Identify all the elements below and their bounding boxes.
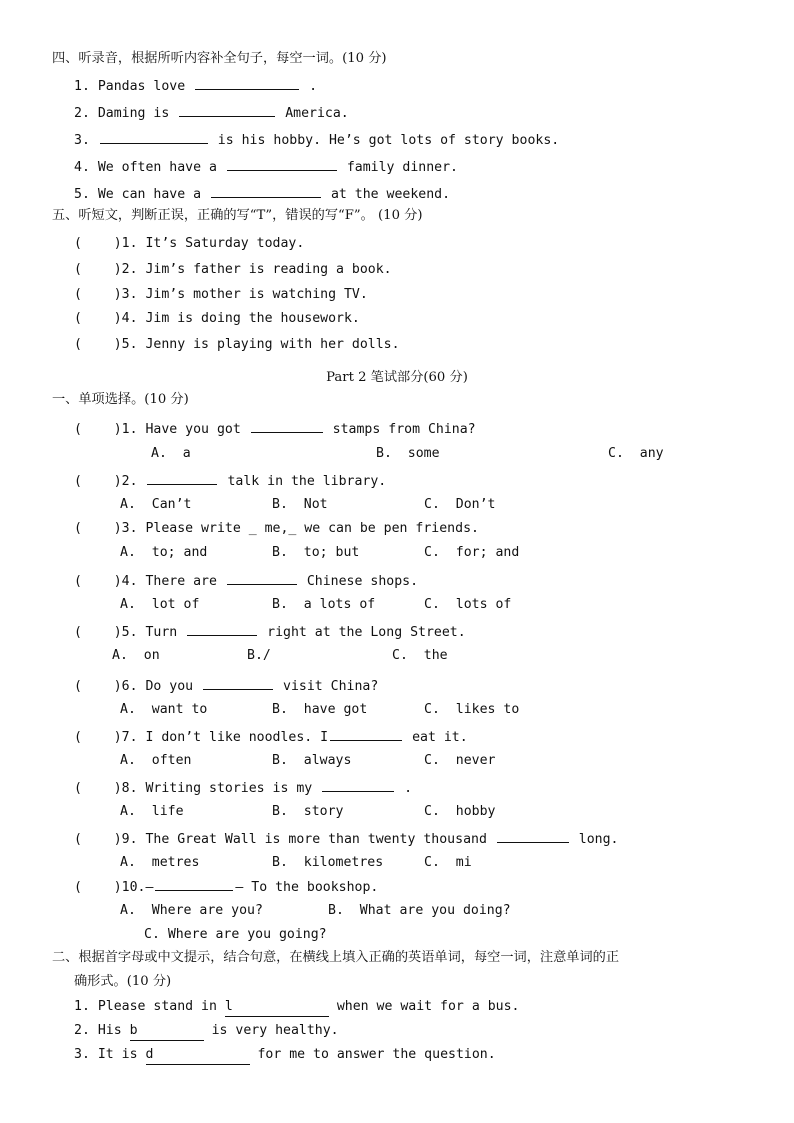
item-text: when we wait for a bus.: [336, 999, 520, 1014]
item-number: 4.: [121, 574, 138, 589]
item-number: 3.: [121, 521, 138, 536]
mc-q9-option-b[interactable]: B. kilometres: [272, 855, 384, 870]
item-number: 2.: [74, 1023, 90, 1038]
item-number: 4.: [74, 160, 90, 175]
item-text: Please write _ me,_ we can be pen friends.: [145, 521, 479, 536]
item-number: 2.: [74, 106, 90, 121]
mc-q6-option-a[interactable]: A. want to: [120, 702, 208, 717]
fill-item-3: [74, 1046, 496, 1065]
item-number: 7.: [121, 730, 138, 745]
answer-blank[interactable]: [227, 158, 337, 171]
item-text: I don’t like noodles. I: [145, 730, 329, 745]
mc-q7-option-b[interactable]: B. always: [272, 753, 352, 768]
item-text: Jim is doing the housework.: [145, 311, 360, 326]
mc-q5-option-c[interactable]: C. the: [392, 648, 448, 663]
mc-question-1: ( )1. Have you got stamps from China?: [74, 422, 476, 437]
mc-q8-option-a[interactable]: A. life: [120, 804, 184, 819]
mc-q2-option-a[interactable]: A. Can’t: [120, 497, 192, 512]
hint-letter: b: [129, 1023, 138, 1038]
item-number: 1.: [74, 999, 90, 1014]
item-text: Jenny is playing with her dolls.: [145, 337, 400, 352]
item-number: 4.: [121, 311, 138, 326]
mc-q5-option-a[interactable]: A. on: [112, 648, 160, 663]
mc-question-10: ( )10.— — To the bookshop.: [74, 880, 379, 895]
item-number: 10.: [121, 880, 146, 895]
item-text: It’s Saturday today.: [145, 236, 305, 251]
section4-item-1: [74, 77, 317, 96]
item-number: 5.: [121, 625, 138, 640]
item-text: Turn: [145, 625, 178, 640]
mc-q2-option-b[interactable]: B. Not: [272, 497, 328, 512]
item-text: .: [404, 781, 413, 796]
item-number: 9.: [121, 832, 138, 847]
item-text: We can have a: [97, 187, 202, 202]
item-text: Jim’s father is reading a book.: [145, 262, 392, 277]
mc-q3-option-a[interactable]: A. to; and: [120, 545, 208, 560]
item-number: 8.: [121, 781, 138, 796]
mc-question-3: ( )3. Please write _ me,_ we can be pen friends.: [74, 521, 479, 536]
answer-blank[interactable]: [146, 1046, 250, 1065]
mc-q3-option-c[interactable]: C. for; and: [424, 545, 520, 560]
item-text: Jim’s mother is watching TV.: [145, 287, 368, 302]
item-text: We often have a: [97, 160, 217, 175]
mc-q3-option-b[interactable]: B. to; but: [272, 545, 360, 560]
answer-blank[interactable]: [155, 878, 233, 891]
mc-question-8: ( )8. Writing stories is my .: [74, 781, 413, 796]
item-text: The Great Wall is more than twenty thousand: [145, 832, 487, 847]
mc-q6-option-b[interactable]: B. have got: [272, 702, 368, 717]
hint-letter: d: [145, 1047, 154, 1062]
mc-q7-option-c[interactable]: C. never: [424, 753, 496, 768]
item-text: long.: [578, 832, 619, 847]
answer-blank[interactable]: [203, 677, 273, 690]
mc-q7-option-a[interactable]: A. often: [120, 753, 192, 768]
mc-question-7: ( )7. I don’t like noodles. I eat it.: [74, 730, 468, 745]
section5-item-1: ( )1. It’s Saturday today.: [74, 236, 305, 251]
item-text: His: [97, 1023, 122, 1038]
answer-blank[interactable]: [100, 131, 208, 144]
item-number: 3.: [74, 133, 90, 148]
item-text: Please stand in: [97, 999, 217, 1014]
item-text: right at the Long Street.: [267, 625, 466, 640]
mc-q8-option-b[interactable]: B. story: [272, 804, 344, 819]
answer-blank[interactable]: [187, 623, 257, 636]
item-number: 5.: [74, 187, 90, 202]
item-text: Do you: [145, 679, 194, 694]
mc-q6-option-c[interactable]: C. likes to: [424, 702, 520, 717]
mc-q4-option-b[interactable]: B. a lots of: [272, 597, 376, 612]
item-number: 2.: [121, 262, 138, 277]
item-text: eat it.: [412, 730, 468, 745]
item-number: 3.: [121, 287, 138, 302]
section4-item-3: [74, 131, 559, 150]
item-text: visit China?: [283, 679, 379, 694]
part2-title: Part 2 笔试部分(60 分): [326, 370, 468, 385]
item-text: — To the bookshop.: [235, 880, 379, 895]
mc-question-2: ( )2. talk in the library.: [74, 474, 387, 489]
answer-blank[interactable]: [227, 572, 297, 585]
mc-q9-option-a[interactable]: A. metres: [120, 855, 200, 870]
item-number: 1.: [74, 79, 90, 94]
mc-q10-option-b[interactable]: B. What are you doing?: [328, 903, 511, 918]
item-text: Writing stories is my: [145, 781, 313, 796]
answer-blank[interactable]: [179, 104, 275, 117]
mc-q5-option-b[interactable]: B./: [247, 648, 271, 663]
item-text: Pandas love: [97, 79, 186, 94]
mc-title: 一、单项选择。(10 分): [52, 392, 189, 407]
item-text: Chinese shops.: [306, 574, 419, 589]
item-text: stamps from China?: [332, 422, 476, 437]
item-text: —: [145, 880, 154, 895]
item-text: family dinner.: [346, 160, 458, 175]
item-text: .: [309, 79, 318, 94]
mc-q1-option-a[interactable]: A. a: [151, 446, 191, 461]
item-number: 6.: [121, 679, 138, 694]
mc-q2-option-c[interactable]: C. Don’t: [424, 497, 496, 512]
mc-q9-option-c[interactable]: C. mi: [424, 855, 472, 870]
mc-q1-option-c[interactable]: C. any: [608, 446, 664, 461]
answer-blank[interactable]: [147, 472, 217, 485]
answer-blank[interactable]: [322, 779, 394, 792]
item-text: It is: [97, 1047, 138, 1062]
mc-question-9: ( )9. The Great Wall is more than twenty thousand long.: [74, 832, 619, 847]
mc-question-6: ( )6. Do you visit China?: [74, 679, 379, 694]
answer-blank[interactable]: [251, 420, 323, 433]
section4-item-5: [74, 185, 450, 204]
answer-blank[interactable]: [497, 830, 569, 843]
item-text: is very healthy.: [211, 1023, 339, 1038]
item-text: for me to answer the question.: [257, 1047, 496, 1062]
mc-question-5: ( )5. Turn right at the Long Street.: [74, 625, 466, 640]
mc-q10-option-a[interactable]: A. Where are you?: [120, 903, 263, 918]
fill-title-line-2: 确形式。(10 分): [74, 974, 172, 989]
item-text: There are: [145, 574, 217, 589]
item-number: 5.: [121, 337, 138, 352]
mc-q4-option-c[interactable]: C. lots of: [424, 597, 512, 612]
mc-q1-option-b[interactable]: B. some: [376, 446, 440, 461]
section5-item-5: ( )5. Jenny is playing with her dolls.: [74, 337, 400, 352]
answer-blank[interactable]: [330, 728, 402, 741]
section5-title: 五、听短文，判断正误，正确的写“T”，错误的写“F”。 (10 分): [52, 208, 423, 223]
answer-blank[interactable]: [130, 1022, 204, 1041]
section4-title: 四、听录音，根据所听内容补全句子，每空一词。(10 分): [52, 51, 387, 66]
section5-item-4: ( )4. Jim is doing the housework.: [74, 311, 360, 326]
mc-question-4: ( )4. There are Chinese shops.: [74, 574, 419, 589]
item-text: America.: [285, 106, 349, 121]
mc-q4-option-a[interactable]: A. lot of: [120, 597, 200, 612]
item-number: 2.: [121, 474, 138, 489]
mc-q10-option-c[interactable]: C. Where are you going?: [144, 927, 327, 942]
section5-item-3: ( )3. Jim’s mother is watching TV.: [74, 287, 368, 302]
section4-item-4: [74, 158, 458, 177]
item-number: 1.: [121, 236, 138, 251]
answer-blank[interactable]: [211, 185, 321, 198]
answer-blank[interactable]: [195, 77, 299, 90]
item-number: 3.: [74, 1047, 90, 1062]
item-number: 1.: [121, 422, 138, 437]
fill-item-2: [74, 1022, 339, 1041]
fill-item-1: [74, 998, 519, 1017]
section5-item-2: ( )2. Jim’s father is reading a book.: [74, 262, 392, 277]
item-text: talk in the library.: [227, 474, 387, 489]
item-text: is his hobby. He’s got lots of story books.: [217, 133, 560, 148]
section4-item-2: [74, 104, 349, 123]
item-text: Have you got: [145, 422, 241, 437]
hint-letter: l: [224, 999, 233, 1014]
mc-q8-option-c[interactable]: C. hobby: [424, 804, 496, 819]
answer-blank[interactable]: [225, 998, 329, 1017]
item-text: at the weekend.: [330, 187, 451, 202]
fill-title-line-1: 二、根据首字母或中文提示，结合句意，在横线上填入正确的英语单词，每空一词，注意单词的正: [52, 950, 620, 965]
item-text: Daming is: [97, 106, 170, 121]
